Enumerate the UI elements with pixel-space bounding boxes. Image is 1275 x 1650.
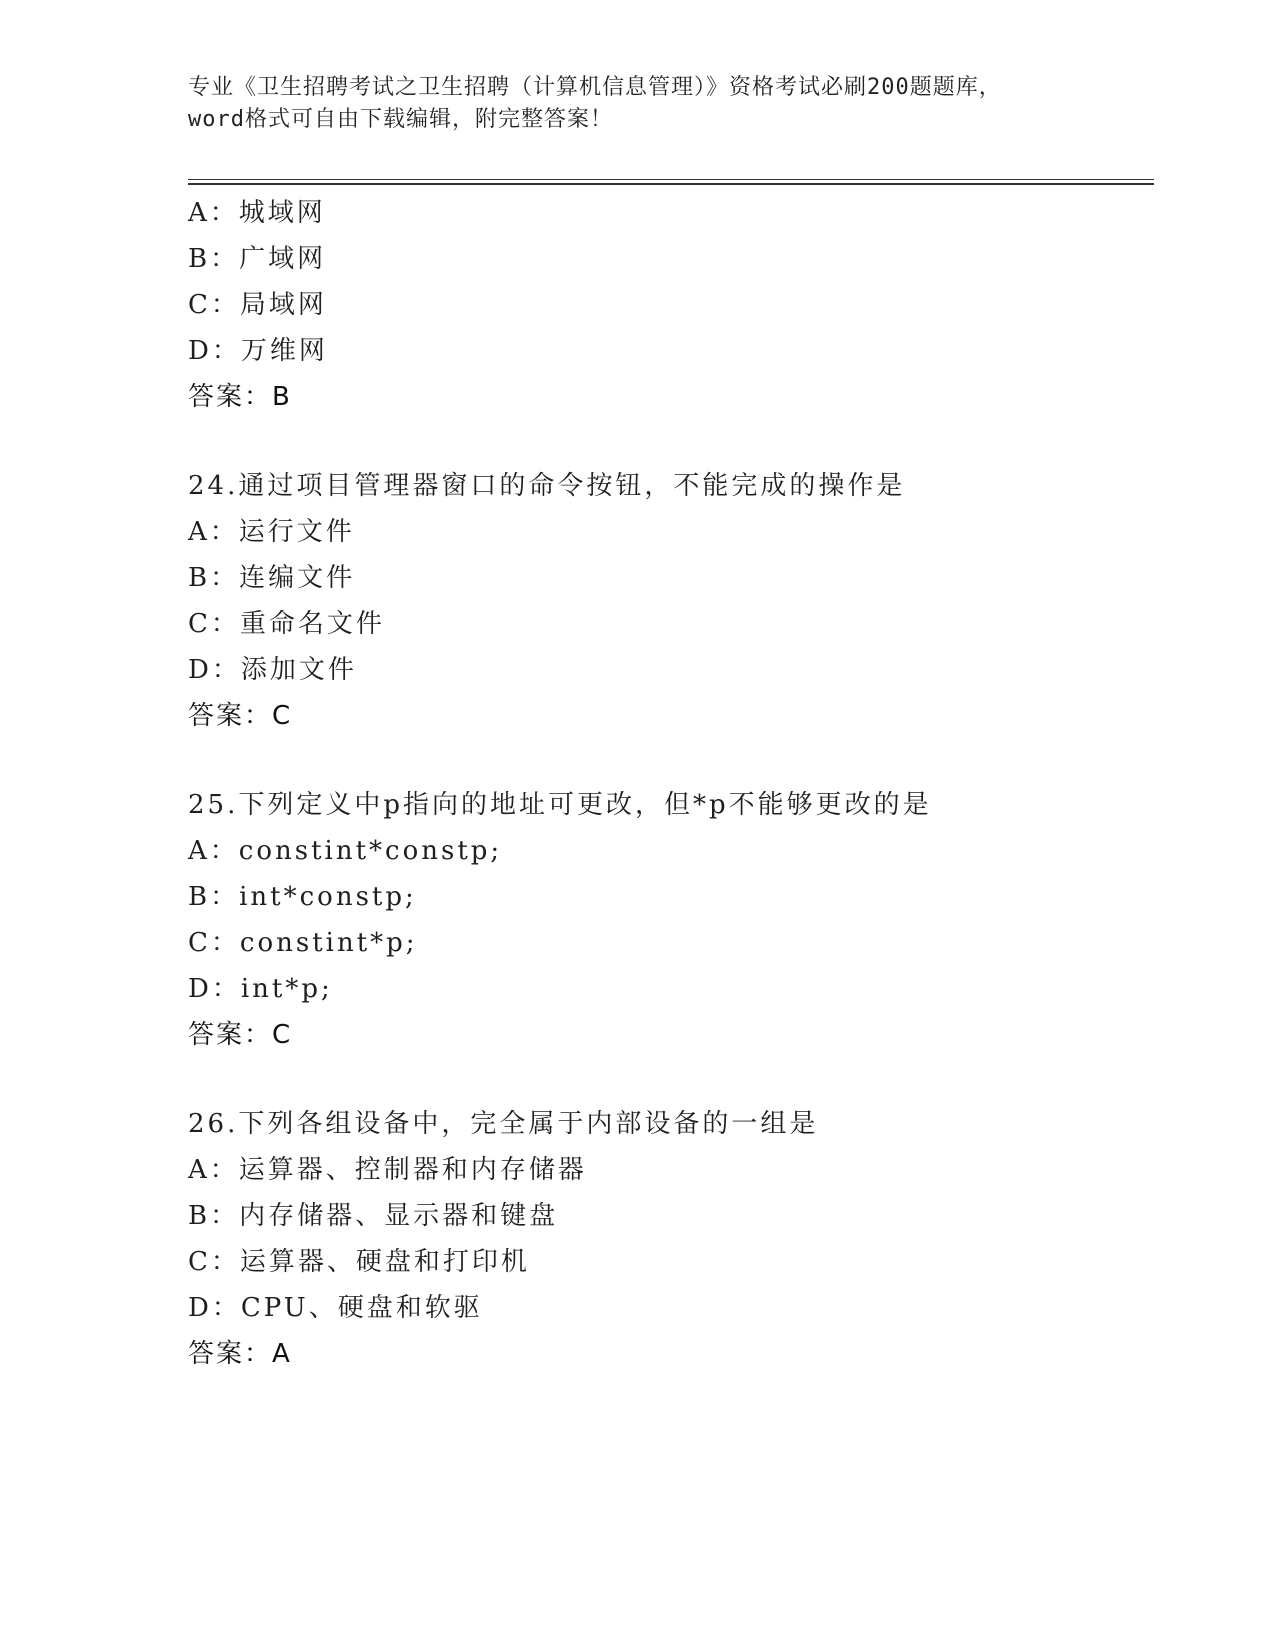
option-b: B：内存储器、显示器和键盘 [188, 1201, 559, 1231]
option-b: B：连编文件 [188, 563, 356, 593]
option-a: A：运行文件 [188, 517, 355, 547]
question-text: 26.下列各组设备中，完全属于内部设备的一组是 [188, 1109, 819, 1139]
header-divider [188, 179, 1154, 185]
answer-line: 答案：B [188, 382, 292, 412]
option-b: B：int*constp; [188, 882, 417, 912]
question-text: 25.下列定义中p指向的地址可更改，但*p不能够更改的是 [188, 790, 932, 820]
spacer [188, 739, 1148, 782]
header-line-1: 专业《卫生招聘考试之卫生招聘（计算机信息管理）》资格考试必刷200题题库， [188, 75, 1002, 100]
option-d: D：int*p; [188, 974, 333, 1004]
option-a: A：constint*constp; [188, 836, 503, 866]
question-text: 24.通过项目管理器窗口的命令按钮，不能完成的操作是 [188, 471, 906, 501]
spacer [188, 420, 1148, 463]
question-24-block [188, 463, 1148, 739]
option-d: D：添加文件 [188, 655, 357, 685]
answer-line: 答案：C [188, 701, 293, 731]
option-c: C：局域网 [188, 290, 327, 320]
option-c: C：重命名文件 [188, 609, 385, 639]
option-c: C：运算器、硬盘和打印机 [188, 1247, 530, 1277]
answer-line: 答案：A [188, 1339, 292, 1369]
option-a: A：城域网 [188, 198, 326, 228]
option-d: D：万维网 [188, 336, 328, 366]
divider-thick-line [188, 183, 1154, 185]
option-b: B：广域网 [188, 244, 327, 274]
option-c: C：constint*p; [188, 928, 418, 958]
question-23-block [188, 190, 1148, 420]
option-a: A：运算器、控制器和内存储器 [188, 1155, 587, 1185]
divider-thin-line [188, 179, 1154, 180]
document-header [188, 72, 1088, 136]
question-list [188, 190, 1148, 1377]
question-25-block [188, 782, 1148, 1058]
option-d: D：CPU、硬盘和软驱 [188, 1293, 483, 1323]
answer-line: 答案：C [188, 1020, 293, 1050]
header-line-2: word格式可自由下载编辑，附完整答案！ [188, 107, 613, 132]
spacer [188, 1058, 1148, 1101]
question-26-block [188, 1101, 1148, 1377]
